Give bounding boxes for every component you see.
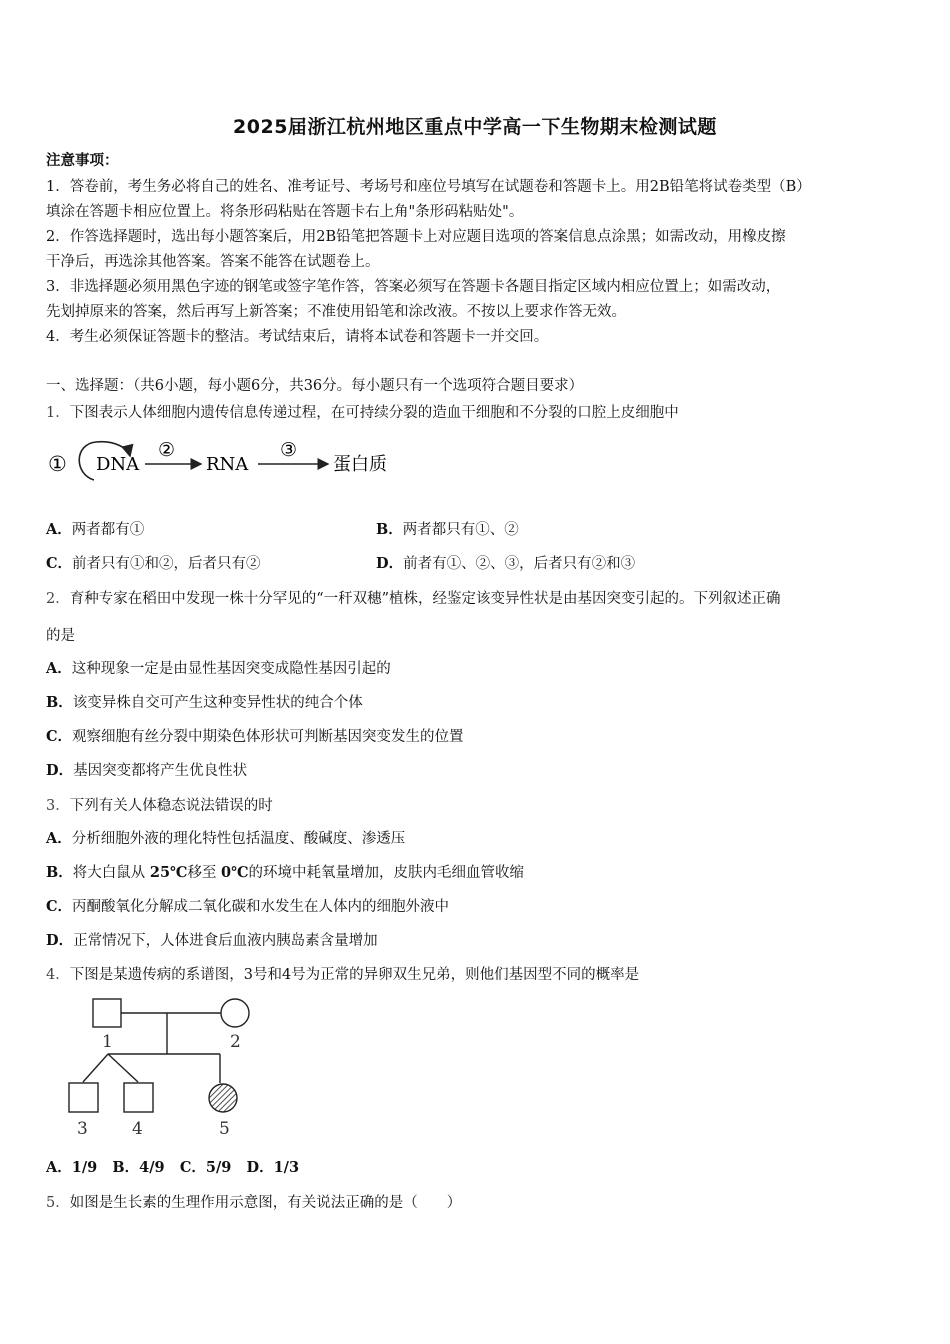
option-d[interactable]: D．1/3 [246,1159,300,1176]
question-text: 下列有关人体稳态说法错误的时 [69,798,273,814]
individual-5-affected-female [209,1084,237,1112]
twin-line [83,1054,108,1082]
option-b[interactable]: B．4/9 [112,1159,165,1176]
question-text: 育种专家在稻田中发现一株十分罕见的“一秆双穗”植株，经鉴定该变异性状是由基因突变引起的。下列叙述正确 [69,591,781,607]
protein-label: 蛋白质 [333,454,387,475]
option-c[interactable]: C．丙酮酸氧化分解成二氧化碳和水发生在人体内的细胞外液中 [46,898,450,915]
question-4-options [46,1156,299,1177]
notice-line: 3．非选择题必须用黑色字迹的钢笔或签字笔作答，答案必须写在答题卡各题目指定区域内相应位置上；如需改动， [46,279,781,295]
question-2-stem-cont: 的是 [46,628,75,644]
question-number: 2． [46,591,70,607]
process-2-label: ② [158,439,176,461]
dna-label: DNA [96,454,140,475]
option-b[interactable]: B．两者都只有①、② [376,521,519,538]
process-3-label: ③ [280,439,298,461]
question-3-stem [46,794,273,815]
option-a[interactable]: A．1/9 [46,1159,98,1176]
question-number: 4． [46,967,70,983]
notice-line: 4．考生必须保证答题卡的整洁。考试结束后，请将本试卷和答题卡一并交回。 [46,329,549,345]
central-dogma-figure [46,434,406,494]
section-heading: 一、选择题：（共6小题，每小题6分，共36分。每小题只有一个选项符合题目要求） [46,378,584,394]
question-5-stem [46,1191,461,1212]
option-d[interactable]: D．基因突变都将产生优良性状 [46,762,248,779]
option-b[interactable]: B．将大白鼠从 25℃移至 0℃的环境中耗氧量增加，皮肤内毛细血管收缩 [46,864,525,881]
option-b[interactable]: B．该变异株自交可产生这种变异性状的纯合个体 [46,694,363,711]
question-text: 如图是生长素的生理作用示意图，有关说法正确的是（ ） [69,1195,462,1211]
option-d[interactable]: D．正常情况下，人体进食后血液内胰岛素含量增加 [46,932,378,949]
question-1-stem [46,401,679,422]
notice-line: 干净后，再选涂其他答案。答案不能答在试题卷上。 [46,254,380,270]
option-c[interactable]: C．前者只有①和②，后者只有② [46,555,261,572]
label-5: 5 [219,1119,230,1139]
option-a[interactable]: A．两者都有① [46,521,145,538]
individual-1-male [93,999,121,1027]
question-text: 下图是某遗传病的系谱图，3号和4号为正常的异卵双生兄弟，则他们基因型不同的概率是 [69,967,640,983]
question-number: 5． [46,1195,70,1211]
label-2: 2 [230,1032,241,1052]
notice-line: 填涂在答题卡相应位置上。将条形码粘贴在答题卡右上角"条形码粘贴处"。 [46,204,524,220]
page-title: 2025届浙江杭州地区重点中学高一下生物期末检测试题 [233,116,717,138]
option-a[interactable]: A．分析细胞外液的理化特性包括温度、酸碱度、渗透压 [46,830,406,847]
option-c[interactable]: C．观察细胞有丝分裂中期染色体形状可判断基因突变发生的位置 [46,728,464,745]
label-3: 3 [77,1119,88,1139]
pedigree-chart [60,992,260,1142]
question-4-stem [46,963,639,984]
notice-line: 1．答卷前，考生务必将自己的姓名、准考证号、考场号和座位号填写在试题卷和答题卡上。用2B铅笔将试卷类型（B） [46,179,811,195]
process-1-label: ① [48,452,67,476]
individual-4-male [124,1083,153,1112]
notice-line: 2．作答选择题时，选出每小题答案后，用2B铅笔把答题卡上对应题目选项的答案信息点涂黑；如需改动，用橡皮擦 [46,229,786,245]
question-text: 下图表示人体细胞内遗传信息传递过程，在可持续分裂的造血干细胞和不分裂的口腔上皮细胞中 [69,405,679,421]
twin-line [108,1054,138,1082]
option-a[interactable]: A．这种现象一定是由显性基因突变成隐性基因引起的 [46,660,391,677]
individual-2-female [221,999,249,1027]
option-c[interactable]: C．5/9 [179,1159,232,1176]
notice-line: 先划掉原来的答案，然后再写上新答案；不准使用铅笔和涂改液。不按以上要求作答无效。 [46,304,626,320]
label-4: 4 [132,1119,143,1139]
question-2-stem [46,587,781,608]
notice-heading: 注意事项： [46,152,119,169]
individual-3-male [69,1083,98,1112]
rna-label: RNA [206,454,249,475]
question-number: 3． [46,798,70,814]
label-1: 1 [102,1032,113,1052]
question-number: 1． [46,405,70,421]
option-d[interactable]: D．前者有①、②、③，后者只有②和③ [376,555,636,572]
